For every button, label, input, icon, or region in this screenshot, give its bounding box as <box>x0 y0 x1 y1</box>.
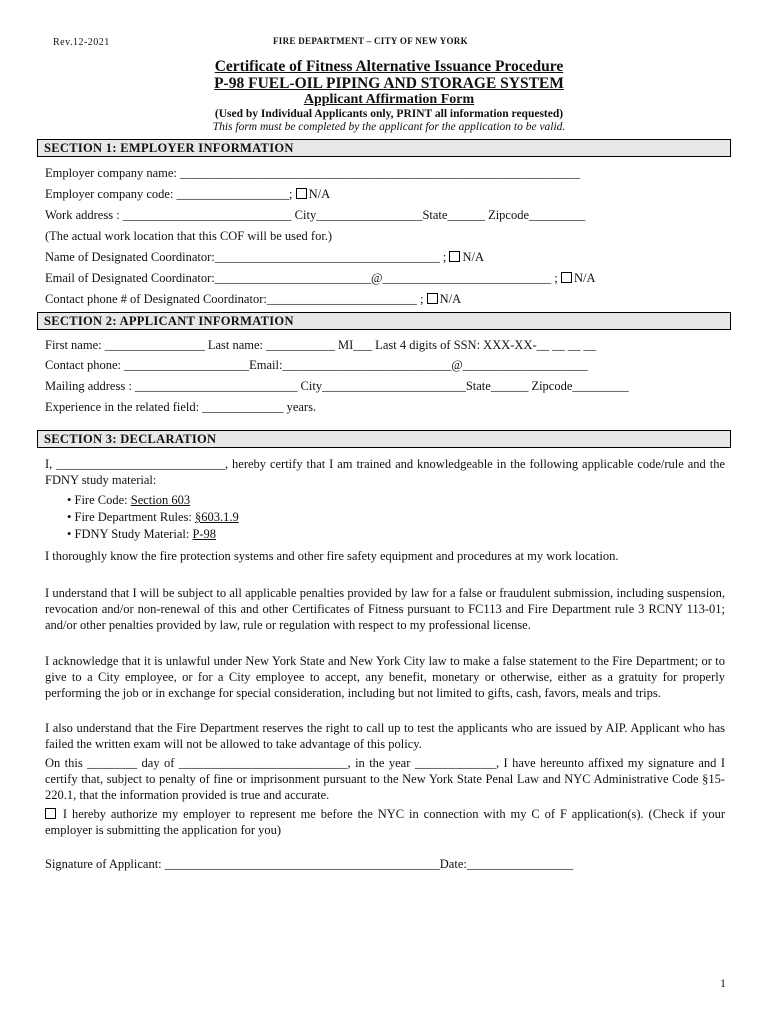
department-header: FIRE DEPARTMENT – CITY OF NEW YORK <box>273 36 468 46</box>
form-title-line2: P-98 FUEL-OIL PIPING AND STORAGE SYSTEM <box>214 75 564 92</box>
applicant-contact-field[interactable]: Contact phone: ____________________Email:___________________________@____________________ <box>45 358 588 372</box>
coordinator-name-row <box>45 250 484 265</box>
declaration-para-3: I acknowledge that it is unlawful under New York State and New York City law to make a false statement to the Fire Department; or to give to a City employee, or for a City employee to accept, any benefit, monetary or otherwise, either as a gratuity for properly performing the job or in exchange for special consideration, including but not limited to gifts, cash, favors, meals and trips. <box>45 654 725 700</box>
coordinator-phone-na-label: N/A <box>439 292 462 306</box>
bullet-study-material-label: • FDNY Study Material: <box>67 527 193 541</box>
work-address-field[interactable]: Work address : ___________________________ City_________________State______ Zipcode_________ <box>45 208 586 222</box>
employer-code-row <box>45 187 330 202</box>
bullet-fire-code <box>67 493 190 508</box>
coordinator-name-na-checkbox[interactable] <box>449 251 460 262</box>
authorize-employer-label: I hereby authorize my employer to represent me before the NYC in connection with my C of F application(s). (Check if your employer is submitting the application for you) <box>45 807 725 837</box>
revision-label: Rev.12-2021 <box>53 37 110 48</box>
fire-rules-link[interactable]: §603.1.9 <box>194 510 239 524</box>
study-material-link[interactable]: P-98 <box>192 527 217 541</box>
bullet-fire-rules-label: • Fire Department Rules: <box>67 510 195 524</box>
coordinator-email-field[interactable]: Email of Designated Coordinator:_________________________@___________________________ ; <box>45 271 561 285</box>
declaration-para-5[interactable]: On this ________ day of ___________________________, in the year _____________, I have hereunto affixed my signature and I certify that, subject to penalty of fine or imprisonment pursuant to the New York State Penal Law and NYC Administrative Code §15-220.1, that the information provided is true and accurate. <box>45 756 725 802</box>
form-title-line3: Applicant Affirmation Form <box>303 92 475 107</box>
work-location-note: (The actual work location that this COF will be used for.) <box>45 229 333 243</box>
certify-statement: I, ___________________________, hereby certify that I am trained and knowledgeable in the following applicable code/rule and the FDNY study material: <box>45 457 725 487</box>
section3-header <box>37 430 731 448</box>
employer-code-na-label: N/A <box>308 187 331 201</box>
coordinator-email-na-checkbox[interactable] <box>561 272 572 283</box>
coordinator-phone-row <box>45 292 461 307</box>
coordinator-phone-na-checkbox[interactable] <box>427 293 438 304</box>
section1-title: SECTION 1: EMPLOYER INFORMATION <box>44 141 294 155</box>
form-validity-note: This form must be completed by the applicant for the application to be valid. <box>212 121 566 133</box>
applicant-experience-field[interactable]: Experience in the related field: _____________ years. <box>45 400 317 414</box>
applicant-mailing-field[interactable]: Mailing address : __________________________ City_______________________State______ Zipcode_________ <box>45 379 629 393</box>
section2-header <box>37 312 731 330</box>
employer-name-field[interactable]: Employer company name: ________________________________________________________________ <box>45 166 581 180</box>
section1-header <box>37 139 731 157</box>
declaration-para-2: I understand that I will be subject to all applicable penalties provided by law for a false or fraudulent submission, including suspension, revocation and/or non-renewal of this and other Certificates of Fitness pursuant to FC113 and Fire Department rule 3 RCNY 113-01; and/or other penalties provided by law, rule or regulation with respect to my professional license. <box>45 586 725 632</box>
coordinator-name-na-label: N/A <box>462 250 484 264</box>
signature-date-field[interactable]: Signature of Applicant: ____________________________________________Date:_________________ <box>45 857 574 871</box>
form-title-line1: Certificate of Fitness Alternative Issuance Procedure <box>214 58 564 75</box>
coordinator-email-na-label: N/A <box>574 271 596 285</box>
bullet-fire-rules <box>67 510 239 525</box>
fire-code-link[interactable]: Section 603 <box>130 493 191 507</box>
coordinator-phone-field[interactable]: Contact phone # of Designated Coordinator:________________________ ; <box>45 292 427 306</box>
coordinator-email-row <box>45 271 596 286</box>
bullet-study-material <box>67 527 216 542</box>
employer-code-field[interactable]: Employer company code: __________________; <box>45 187 296 201</box>
section2-title: SECTION 2: APPLICANT INFORMATION <box>44 314 294 328</box>
authorize-row <box>45 806 725 838</box>
employer-code-na-checkbox[interactable] <box>296 188 307 199</box>
section3-title: SECTION 3: DECLARATION <box>44 432 217 446</box>
authorize-employer-checkbox[interactable] <box>45 808 56 819</box>
bullet-fire-code-label: • Fire Code: <box>67 493 131 507</box>
coordinator-name-field[interactable]: Name of Designated Coordinator:____________________________________ ; <box>45 250 450 264</box>
page-number: 1 <box>720 976 726 990</box>
declaration-para-4: I also understand that the Fire Department reserves the right to call up to test the applicants who are issued by AIP. Applicant who has failed the written exam will not be allowed to take advantage of this policy. <box>45 721 725 751</box>
form-instructions: (Used by Individual Applicants only, PRINT all information requested) <box>214 108 564 120</box>
declaration-para-1: I thoroughly know the fire protection systems and other fire safety equipment and procedures at my work location. <box>45 549 619 563</box>
applicant-name-field[interactable]: First name: ________________ Last name: ___________ MI___ Last 4 digits of SSN: XXX-XX-__ __ __ __ <box>45 338 597 352</box>
